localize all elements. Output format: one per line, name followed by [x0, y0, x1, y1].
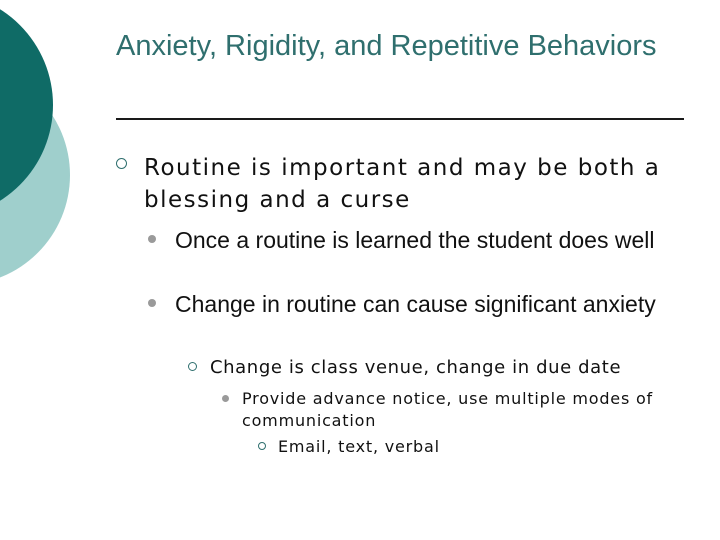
bullet-item-level2 — [148, 225, 688, 255]
bullet-text: Change is class venue, change in due date — [210, 357, 622, 378]
hollow-circle-bullet-icon — [116, 158, 127, 169]
hollow-circle-bullet-icon — [188, 362, 197, 371]
bullet-item-level1 — [116, 152, 676, 216]
bullet-item-level4 — [222, 388, 682, 432]
bullet-item-level5 — [258, 436, 678, 458]
bullet-item-level3 — [188, 356, 708, 380]
filled-dot-bullet-icon — [148, 235, 156, 243]
title-divider — [116, 118, 684, 120]
bullet-text: Change in routine can cause significant anxiety — [175, 291, 656, 317]
decorative-circles — [0, 0, 110, 300]
filled-dot-bullet-icon — [222, 395, 229, 402]
filled-dot-bullet-icon — [148, 299, 156, 307]
hollow-circle-bullet-icon — [258, 442, 266, 450]
bullet-item-level2 — [148, 289, 688, 319]
bullet-text: Routine is important and may be both a blessing and a curse — [144, 155, 661, 213]
bullet-text: Provide advance notice, use multiple modes of communication — [242, 389, 653, 430]
slide-title: Anxiety, Rigidity, and Repetitive Behaviors — [116, 30, 657, 62]
bullet-text: Once a routine is learned the student does well — [175, 227, 655, 253]
bullet-text: Email, text, verbal — [278, 437, 440, 456]
